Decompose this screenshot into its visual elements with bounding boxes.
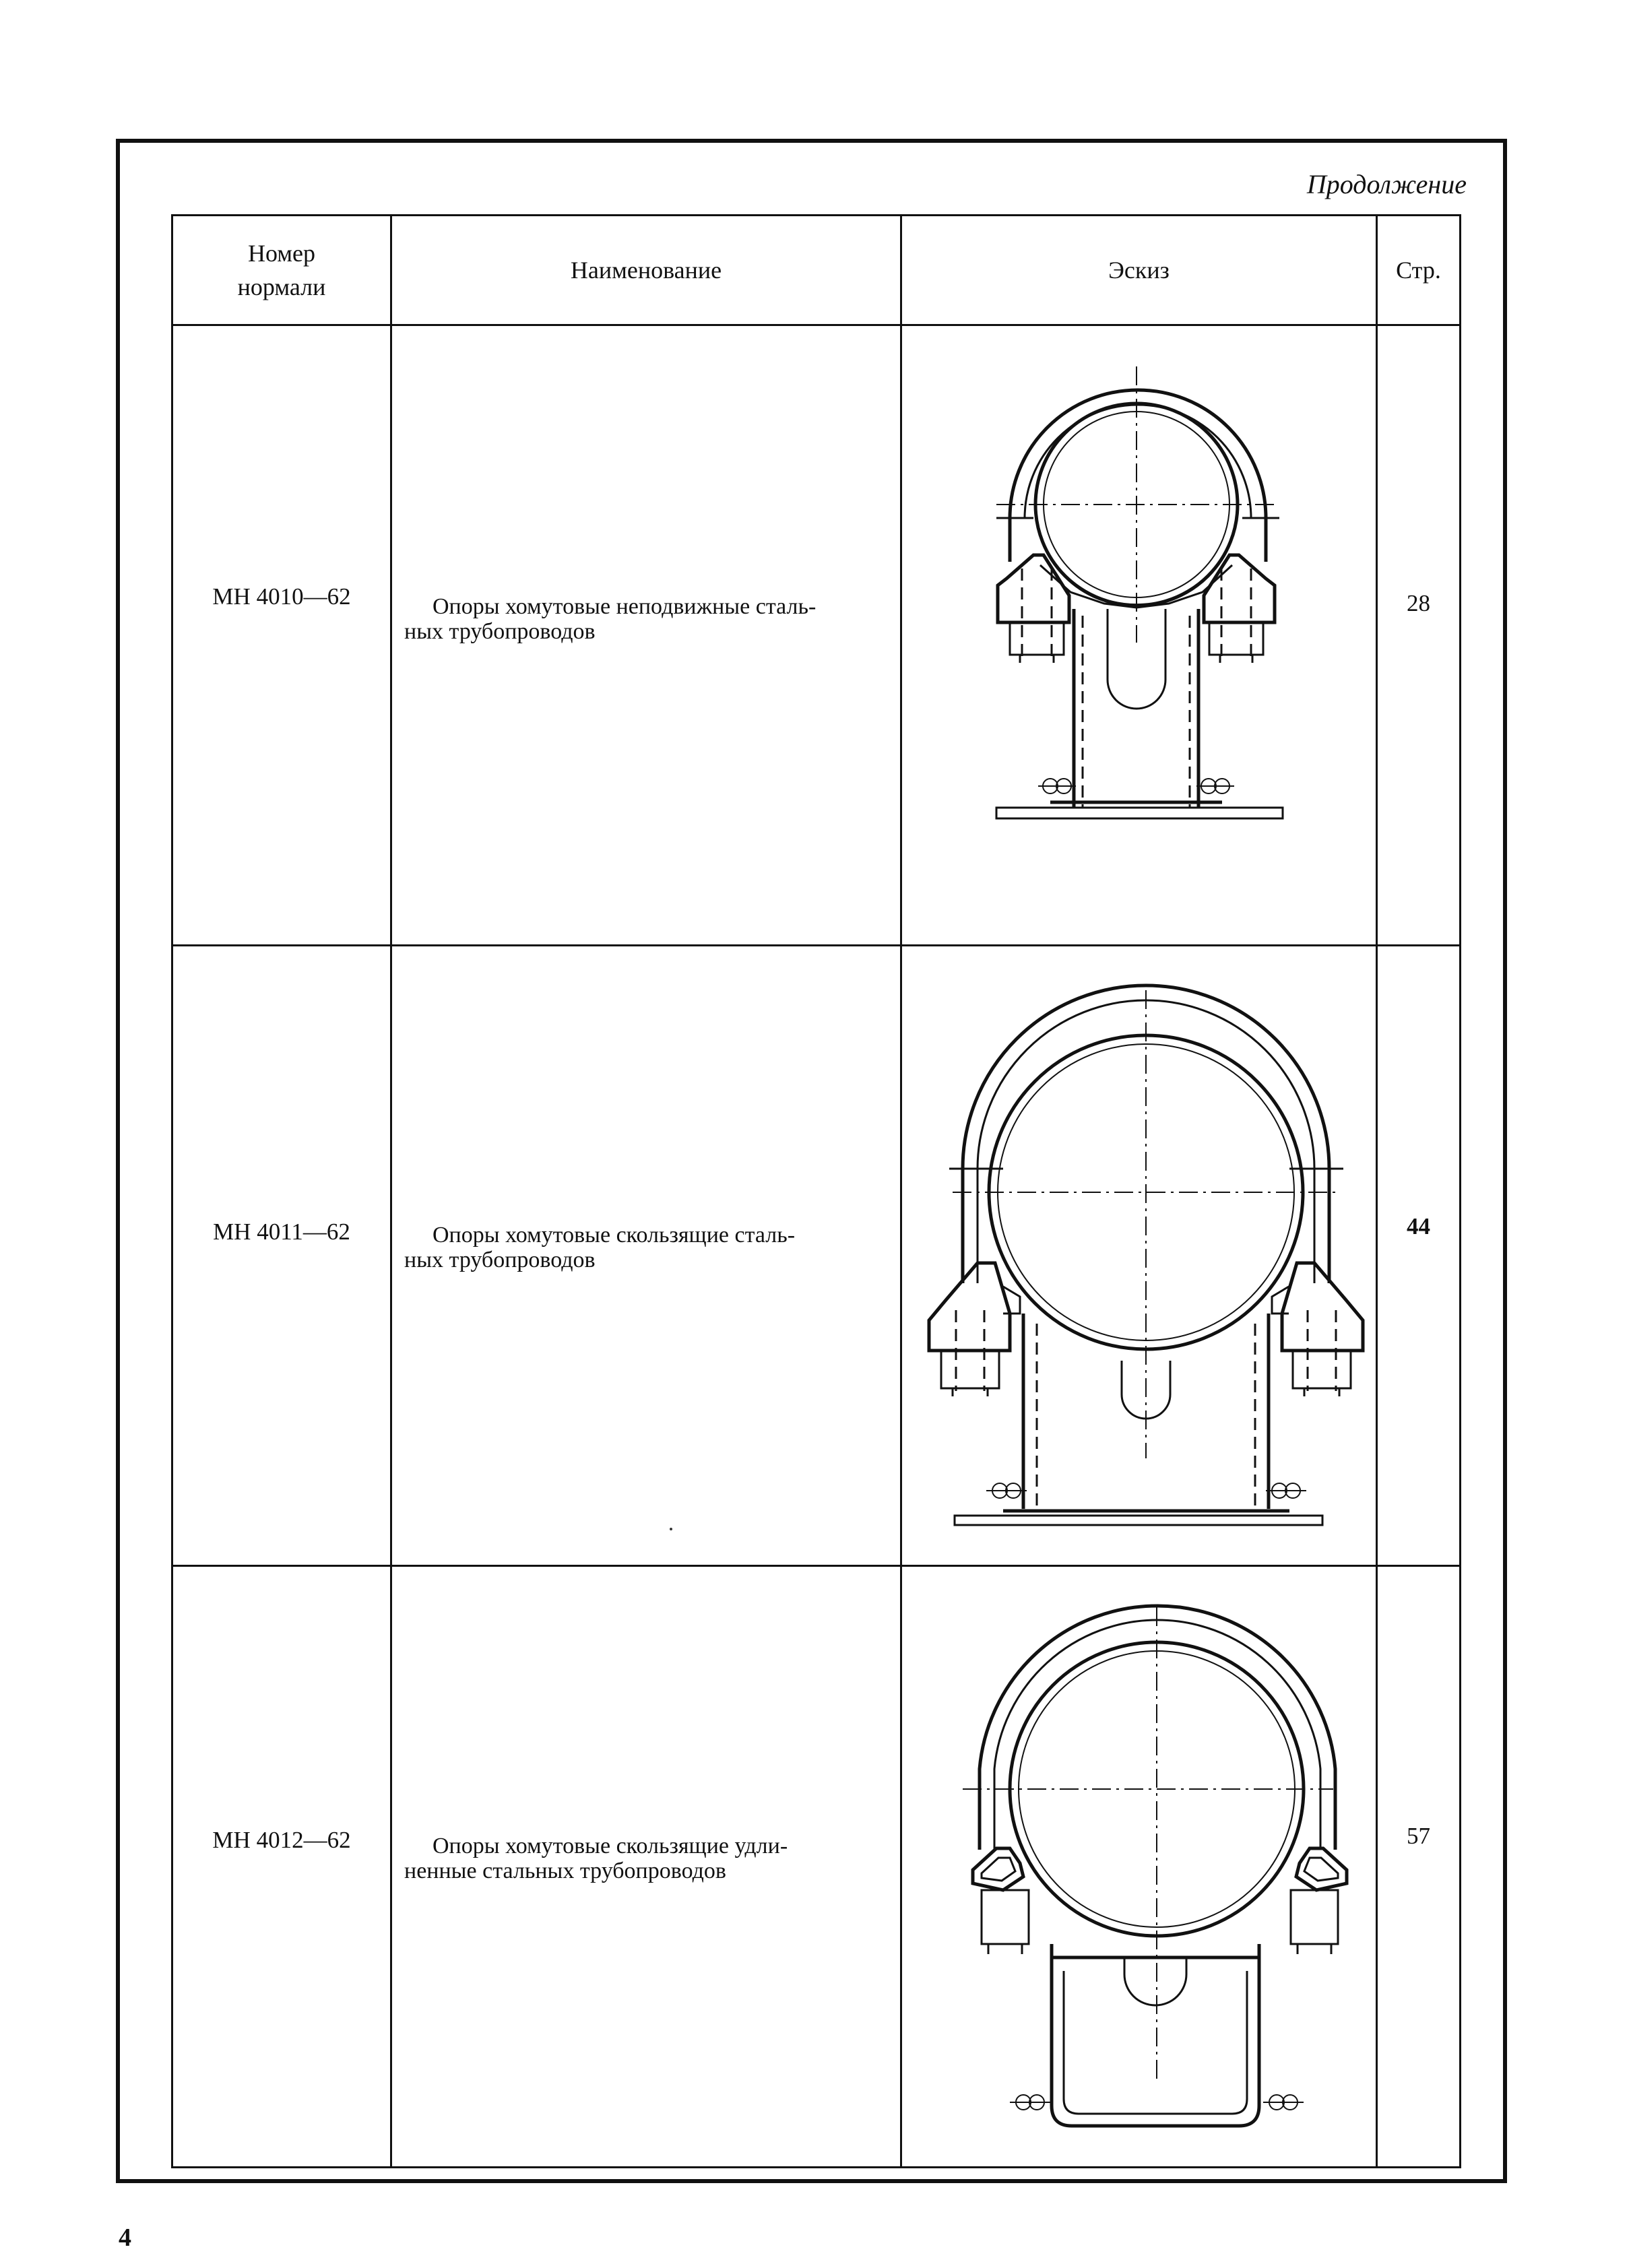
standard-number-cell (172, 1566, 391, 2168)
scan-speck (670, 1528, 672, 1530)
standard-name-line2: ных трубопроводов (404, 619, 596, 645)
standard-number-cell (172, 946, 391, 1566)
standard-name-line2: ных трубопроводов (404, 1248, 596, 1273)
standard-number-cell (172, 325, 391, 946)
sliding-clamp-support-drawing (902, 946, 1378, 1565)
header-name: Наименование (391, 216, 901, 325)
standard-name-line2: ненные стальных трубопроводов (404, 1858, 726, 1884)
standard-name-line1: Опоры хомутовые неподвижные сталь- (433, 594, 817, 619)
standard-number: МН 4011—62 (213, 1219, 350, 1245)
page-ref: 57 (1407, 1823, 1430, 1849)
header-number-line1: Номер (247, 239, 316, 267)
table-row (172, 325, 1461, 946)
table-row (172, 946, 1461, 1566)
page-ref: 44 (1407, 1213, 1430, 1239)
header-page: Стр. (1377, 216, 1461, 325)
sketch-cell (901, 1566, 1377, 2168)
table-header-row (172, 216, 1461, 325)
standard-name-cell (391, 1566, 901, 2168)
page-ref-cell (1377, 946, 1461, 1566)
fixed-clamp-support-drawing (902, 326, 1378, 944)
header-number-line2: нормали (237, 273, 326, 300)
standard-name-cell (391, 325, 901, 946)
page-ref-cell (1377, 325, 1461, 946)
sketch-cell (901, 946, 1377, 1566)
standard-name-line1: Опоры хомутовые скользящие сталь- (433, 1223, 796, 1248)
table-row (172, 1566, 1461, 2168)
page-number: 4 (119, 2224, 131, 2252)
standards-table (171, 214, 1461, 2168)
extended-sliding-clamp-support-drawing (902, 1567, 1378, 2166)
standard-name-cell (391, 946, 901, 1566)
header-sketch: Эскиз (901, 216, 1377, 325)
standard-number: МН 4012—62 (212, 1827, 351, 1853)
page-ref: 28 (1407, 590, 1430, 616)
page-ref-cell (1377, 1566, 1461, 2168)
continuation-label: Продолжение (1306, 169, 1467, 199)
standard-number: МН 4010—62 (212, 583, 351, 610)
header-number (172, 216, 391, 325)
sketch-cell (901, 325, 1377, 946)
standard-name-line1: Опоры хомутовые скользящие удли- (433, 1834, 788, 1858)
